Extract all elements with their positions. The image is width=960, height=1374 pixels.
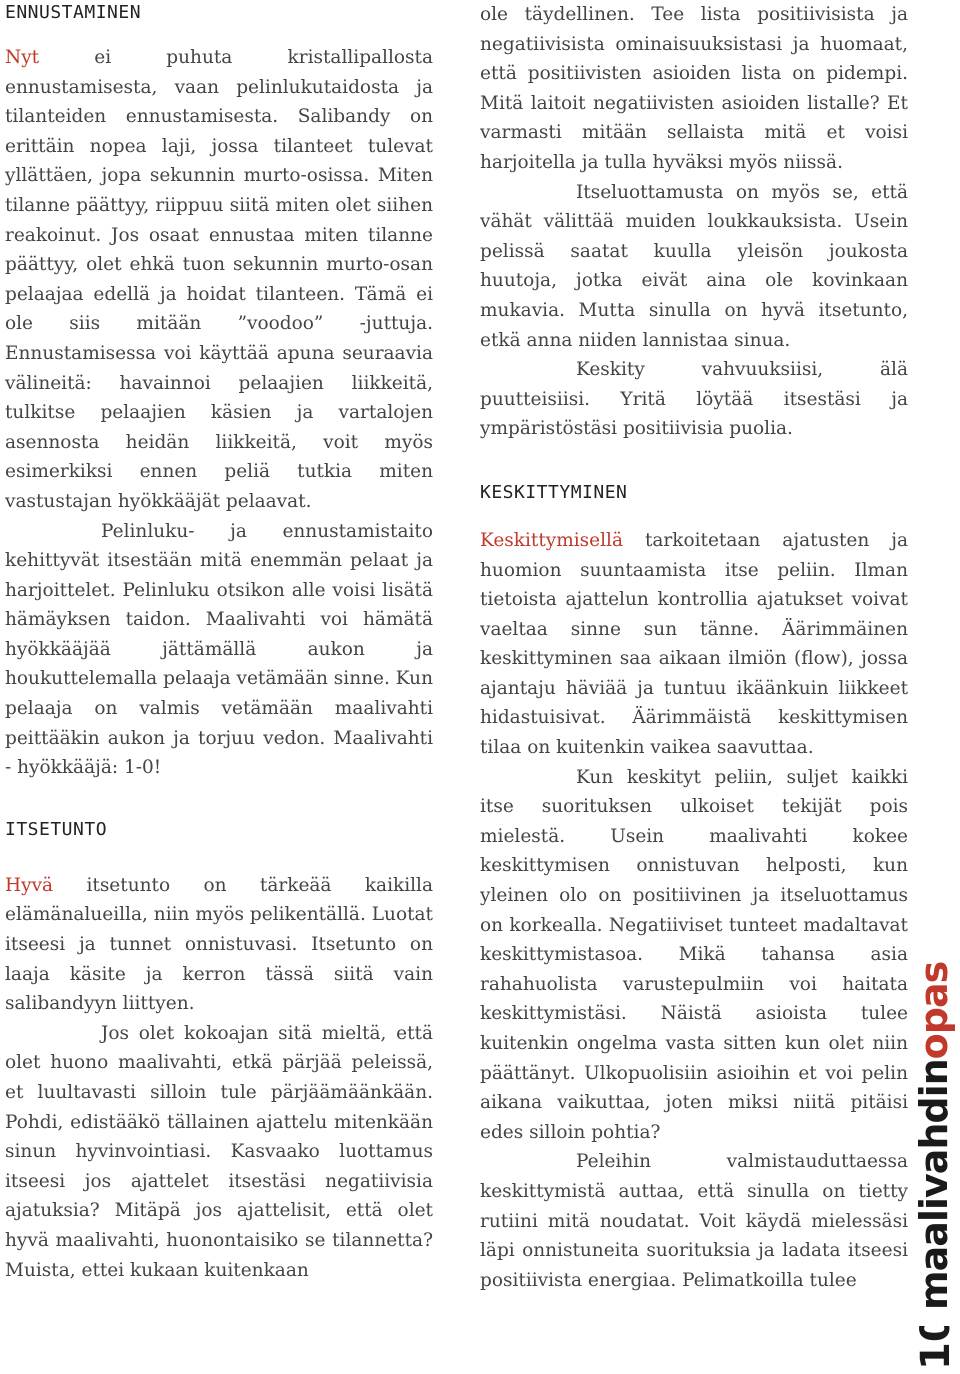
continuation-paragraph-1: ole täydellinen. Tee lista positiivisista ja negatiivisista ominaisuuksistasi ja huomaat, että positiivisten asioiden lista on pidempi. Mitä laitoit negatiivisten asioiden listalle? Et varmasti mitään sellaista mitä et voisi harjoitella ja tulla hyväksi myös niissä. [480, 4, 908, 173]
itsetunto-paragraph-1: Hyvä itsetunto on tärkeää kaikilla elämänalueilla, niin myös pelikentällä. Luotat itseesi ja tunnet onnistuvasi. Itsetunto on laaja käsite ja kerron tässä siitä vain salibandyyn liittyen. [5, 874, 433, 1015]
right-column [480, 0, 908, 1295]
brand-text-part2: opas [912, 961, 956, 1060]
continuation-paragraph-3: Keskity vahvuuksiisi, älä puutteisiisi. Yritä löytää itsestäsi ja ympäristöstäsi positiivisia puolia. [480, 359, 908, 440]
keskittyminen-paragraph-1: Keskittymisellä tarkoitetaan ajatusten ja huomion suuntaamista itse peliin. Ilman tietoista ajattelun kontrollia ajatukset voivat vaeltaa sinne sun tänne. Äärimmäinen keskittyminen saa aikaan ilmiön (flow), jossa ajantaju häviää ja tuntuu ikäänkuin liikkeet hidastuisivat. Äärimmäistä keskittymisen tilaa on kuitenkin vaikea saavuttaa. [480, 529, 908, 759]
itsetunto-paragraph-2: Jos olet kokoajan sitä mieltä, että olet huono maalivahti, etkä pärjää peleissä, et luultavasti silloin tule pärjäämäänkään. Pohdi, edistääkö tällainen ajattelu mitenkään sinun hyvinvointiasi. Kasvaako luottamus itseesi jos ajattelet itsestäsi negatiivisia ajatuksia? Mitäpä jos ajattelisit, että olet hyvä maalivahti, huonontaisiko se tilannetta? Muista, ettei kukaan kuitenkaan [5, 1022, 433, 1281]
continuation-paragraph-2: Itseluottamusta on myös se, että vähät välittää muiden loukkauksista. Usein pelissä saatat kuulla yleisön joukosta huutoja, jotka eivät aina ole kovinkaan mukavia. Mutta sinulla on hyvä itsetunto, etkä anna niiden lannistaa sinua. [480, 181, 908, 351]
lead-word: Hyvä [5, 874, 54, 896]
page-number-text: 10 [913, 1326, 955, 1370]
svg-text:maalivahdinopas [912, 962, 956, 1310]
ennustaminen-paragraph-1: Nyt ei puhuta kristallipallosta ennustamisesta, vaan pelinlukutaidosta ja tilanteiden ennustamisesta. Salibandy on erittäin nopea laji, jossa tilanteet tulevat yllättäen, jopa sekunnin murto-osissa. Miten tilanne päättyy, riippuu siitä miten olet siihen reakoinut. Jos osaat ennustaa miten tilanne päättyy, olet ehkä tuon sekunnin murto-osan pelaajaa edellä ja hoidat tilanteen. Tämä ei ole siis mitään ”voodoo” -juttuja. Ennustamisessa voi käyttää apuna seuraavia välineitä: havainnoi pelaajien liikkeitä, tulkitse pelaajien käsien ja vartalojen asennosta heidän liikkeitä, voit myös esimerkiksi ennen peliä tutkia miten vastustajan hyökkääjät pelaavat. [5, 47, 433, 512]
page-number-svg [905, 1326, 955, 1370]
brand-logo [905, 961, 956, 1310]
keskittyminen-paragraph-3: Peleihin valmistauduttaessa keskittymistä auttaa, että sinulla on tietty rutiini mitä noudatat. Voit käydä mielessäsi läpi onnistuneita suorituksia ja ladata itseesi positiivista energiaa. Pelimatkoilla tulee [480, 1151, 908, 1291]
heading-keskittyminen: KESKITTYMINEN [480, 481, 628, 503]
lead-word: Keskittymisellä [480, 529, 623, 551]
left-column [5, 0, 433, 1285]
heading-ennustaminen: ENNUSTAMINEN [5, 2, 142, 23]
heading-itsetunto: ITSETUNTO [5, 818, 108, 840]
brand-text-part1: maalivahdin [912, 1059, 956, 1310]
brand-logo-svg [905, 961, 956, 1310]
lead-word: Nyt [5, 47, 40, 68]
keskittyminen-paragraph-2: Kun keskityt peliin, suljet kaikki itse suorituksen ulkoiset tekijät pois mielestä. Usein maalivahti kokee keskittymisen onnistuvan helposti, kun yleinen olo on positiivinen ja itseluottamus on korkealla. Negatiiviset tunteet madaltavat keskittymistasoa. Mikä tahansa asia rahahuolista varustepulmiin voi haitata keskittymistäsi. Näistä asioista tulee kuitenkin ongelma vasta sitten kun olet niin päättänyt. Ulkopuolisiin asioihin et voi pelin aikana vaikuttaa, joten miksi niitä pitäisi edes silloin pohtia? [480, 766, 908, 1143]
page-number [905, 1326, 955, 1370]
ennustaminen-paragraph-2: Pelinluku- ja ennustamistaito kehittyvät itsestään mitä enemmän pelaat ja harjoittelet. Pelinluku otsikon alle voisi lisätä hämäyksen taidon. Maalivahti voi hämätä hyökkääjää jättämällä aukon ja houkuttelemalla pelaaja vetämään sinne. Kun pelaaja on valmis vetämään maalivahti peittääkin aukon ja torjuu vedon. Maalivahti - hyökkääjä: 1-0! [5, 520, 433, 779]
